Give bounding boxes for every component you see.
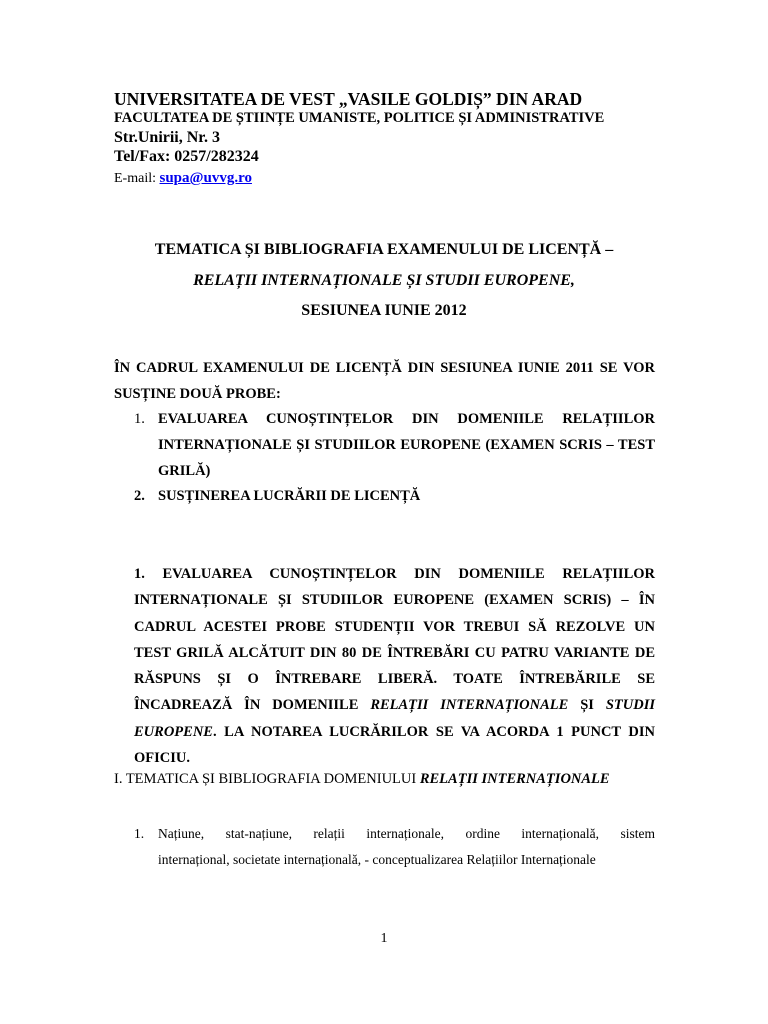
intro-line-1: ÎN CADRUL EXAMENULUI DE LICENȚĂ DIN SESIUNEA IUNIE 2011 SE VOR [114,360,655,376]
email-line [114,170,252,187]
email-link[interactable]: supa@uvvg.ro [159,170,252,186]
paragraph-line: TEST GRILĂ ALCĂTUIT DIN 80 DE ÎNTREBĂRI CU PATRU VARIANTE DE [134,644,655,661]
intro-line-2: SUSȚINE DOUĂ PROBE: [114,386,281,402]
tel-fax: Tel/Fax: 0257/282324 [114,148,259,165]
section-heading-emphasis: RELAȚII INTERNAȚIONALE [419,771,610,787]
paragraph-text: ȘI [568,697,606,714]
paragraph-emphasis: STUDII [605,697,655,714]
list-item-text: EVALUAREA CUNOȘTINȚELOR DIN DOMENIILE RELAȚIILOR INTERNAȚIONALE ȘI STUDIILOR EUROPENE (EXAMEN SCRIS – TEST GRILĂ) [158,411,655,479]
paragraph-line [134,692,655,718]
paragraph-line: INTERNAȚIONALE ȘI STUDIILOR EUROPENE (EXAMEN SCRIS) – ÎN [134,592,655,609]
page-number: 1 [380,931,388,946]
paragraph-text: . LA NOTAREA LUCRĂRILOR SE VA ACORDA 1 PUNCT DIN [212,723,655,740]
document-title-line-3: SESIUNEA IUNIE 2012 [301,302,467,319]
topic-text [158,821,655,873]
list-item-number: 1. [134,411,145,427]
section-heading-text: I. TEMATICA ȘI BIBLIOGRAFIA DOMENIULUI [114,771,420,787]
section-heading [114,771,610,788]
paragraph-emphasis: EUROPENE [134,723,213,740]
document-title-line-1: TEMATICA ȘI BIBLIOGRAFIA EXAMENULUI DE LICENȚĂ – [154,241,614,258]
paragraph-emphasis: RELAȚII INTERNAȚIONALE [370,697,569,714]
university-name: UNIVERSITATEA DE VEST „VASILE GOLDIȘ” DIN ARAD [114,89,583,109]
list-item-number: 2. [134,488,145,504]
street-address: Str.Unirii, Nr. 3 [114,129,220,146]
paragraph-text: ÎNCADREAZĂ ÎN DOMENIILE [134,697,371,714]
paragraph-line: RĂSPUNS ȘI O ÎNTREBARE LIBERĂ. TOATE ÎNTREBĂRILE SE [134,671,655,688]
topic-number: 1. [134,826,145,841]
faculty-name: FACULTATEA DE ȘTIINȚE UMANISTE, POLITICE ȘI ADMINISTRATIVE [114,110,605,126]
document-title-line-2: RELAȚII INTERNAȚIONALE ȘI STUDII EUROPENE, [193,272,575,289]
topic-line: internațional, societate internațională, - conceptualizarea Relațiilor Internaționale [158,852,596,867]
paragraph-line: CADRUL ACESTEI PROBE STUDENȚII VOR TREBUI SĂ REZOLVE UN [134,618,655,635]
list-item-text: SUSȚINEREA LUCRĂRII DE LICENȚĂ [158,488,421,504]
paragraph-line: OFICIU. [134,750,190,767]
paragraph-line: 1. EVALUAREA CUNOȘTINȚELOR DIN DOMENIILE RELAȚIILOR [134,566,655,582]
email-label: E-mail: [114,171,160,186]
exam-description-paragraph [134,561,655,771]
topic-line: Națiune, stat-națiune, relații internaționale, ordine internațională, sistem [158,826,655,841]
paragraph-line [134,719,655,745]
